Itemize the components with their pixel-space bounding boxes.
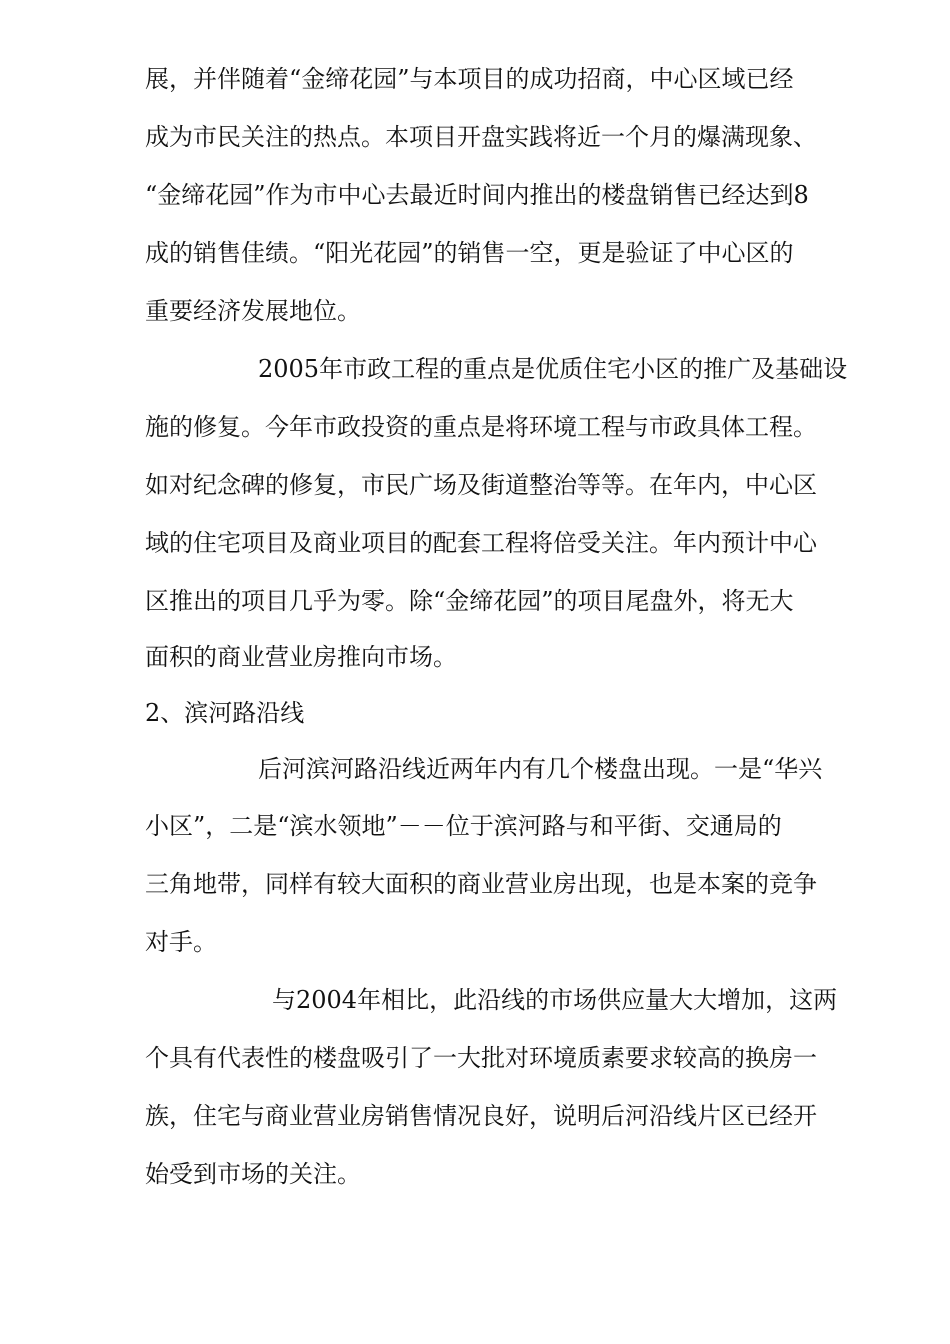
text-line: 重要经济发展地位。	[145, 297, 361, 325]
paragraph-start-line: 与2004年相比，此沿线的市场供应量大大增加，这两	[272, 986, 838, 1014]
text-line: 个具有代表性的楼盘吸引了一大批对环境质素要求较高的换房一	[145, 1044, 817, 1072]
text-line: 对手。	[145, 928, 217, 956]
text-line: 族，住宅与商业营业房销售情况良好，说明后河沿线片区已经开	[145, 1102, 817, 1130]
text-line: 三角地带，同样有较大面积的商业营业房出现，也是本案的竞争	[145, 870, 817, 898]
text-line: 施的修复。今年市政投资的重点是将环境工程与市政具体工程。	[145, 413, 817, 441]
section-heading: 2、滨河路沿线	[145, 699, 305, 727]
text-line: 面积的商业营业房推向市场。	[145, 643, 457, 671]
text-line: “金缔花园”作为市中心去最近时间内推出的楼盘销售已经达到8	[145, 181, 809, 209]
text-line: 始受到市场的关注。	[145, 1160, 361, 1188]
text-line: 展，并伴随着“金缔花园”与本项目的成功招商，中心区域已经	[145, 65, 794, 93]
text-line: 小区”，二是“滨水领地”－－位于滨河路与和平街、交通局的	[145, 812, 782, 840]
text-line: 域的住宅项目及商业项目的配套工程将倍受关注。年内预计中心	[145, 529, 817, 557]
text-line: 成为市民关注的热点。本项目开盘实践将近一个月的爆满现象、	[145, 123, 817, 151]
paragraph-start-line: 2005年市政工程的重点是优质住宅小区的推广及基础设	[258, 355, 848, 383]
text-line: 成的销售佳绩。“阳光花园”的销售一空，更是验证了中心区的	[145, 239, 794, 267]
text-line: 如对纪念碑的修复，市民广场及街道整治等等。在年内，中心区	[145, 471, 817, 499]
paragraph-start-line: 后河滨河路沿线近两年内有几个楼盘出现。一是“华兴	[258, 755, 823, 783]
text-line: 区推出的项目几乎为零。除“金缔花园”的项目尾盘外，将无大	[145, 587, 794, 615]
